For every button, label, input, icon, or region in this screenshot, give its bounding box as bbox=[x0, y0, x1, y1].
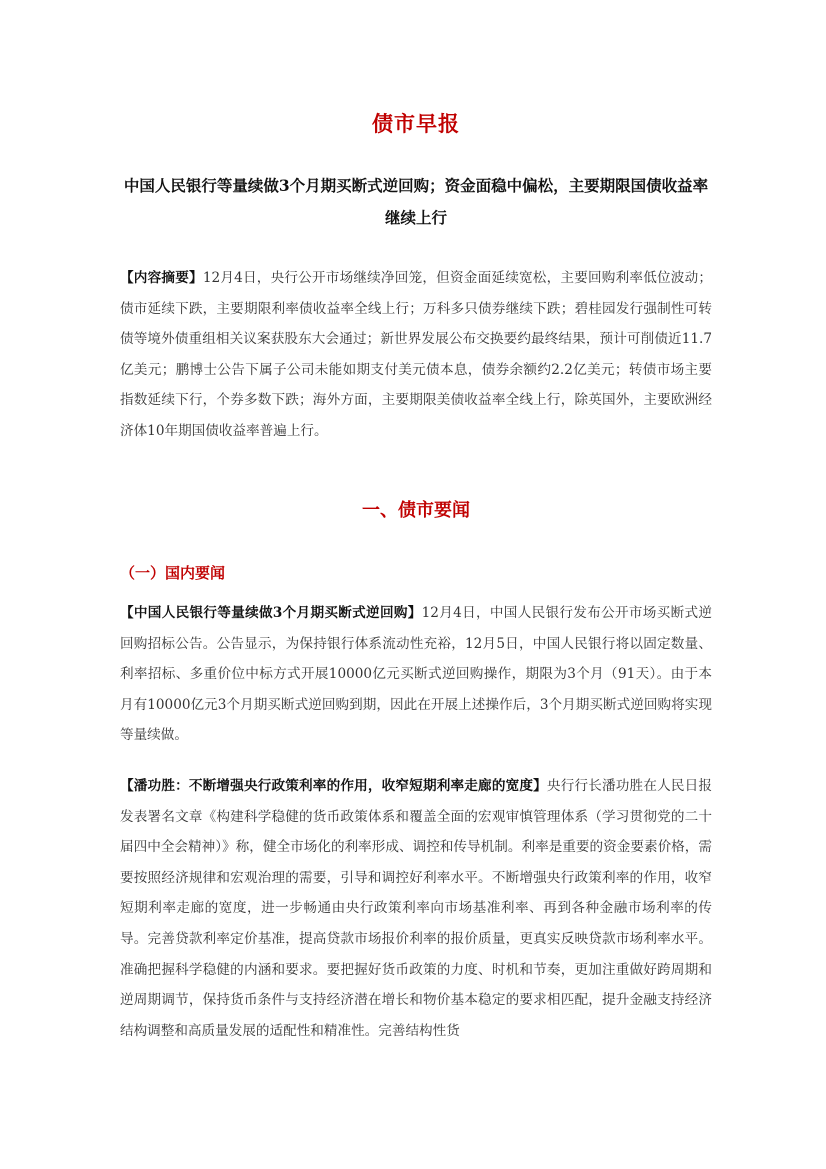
news-item-label: 【潘功胜：不断增强央行政策利率的作用，收窄短期利率走廊的宽度】 bbox=[120, 778, 547, 794]
document-title: 债市早报 bbox=[372, 111, 460, 136]
headline: 中国人民银行等量续做3个月期买断式逆回购；资金面稳中偏松，主要期限国债收益率继续上行 bbox=[123, 176, 709, 227]
news-item bbox=[120, 598, 712, 751]
summary-text: 12月4日，央行公开市场继续净回笼，但资金面延续宽松，主要回购利率低位波动；债市延续下跌，主要期限利率债收益率全线上行；万科多只债券继续下跌；碧桂园发行强制性可转债等境外债重组相关议案获股东大会通过；新世界发展公布交换要约最终结果，预计可削债近11.7亿美元；鹏博士公告下属子公司未能如期支付美元债本息，债券余额约2.2亿美元；转债市场主要指数延续下行，个券多数下跌；海外方面，主要期限美债收益率全线上行，除英国外，主要欧洲经济体10年期国债收益率普遍上行。 bbox=[120, 270, 712, 439]
section-title: 一、债市要闻 bbox=[362, 500, 470, 521]
summary-label: 【内容摘要】 bbox=[120, 270, 203, 286]
subsection-title: （一）国内要闻 bbox=[120, 564, 226, 582]
news-item-label: 【中国人民银行等量续做3个月期买断式逆回购】 bbox=[120, 605, 422, 621]
news-item bbox=[120, 771, 712, 1046]
news-item-text: 12月4日，中国人民银行发布公开市场买断式逆回购招标公告。公告显示，为保持银行体系流动性充裕，12月5日，中国人民银行将以固定数量、利率招标、多重价位中标方式开展10000亿元买断式逆回购操作，期限为3个月（91天）。由于本月有10000亿元3个月期买断式逆回购到期，因此在开展上述操作后，3个月期买断式逆回购将实现等量续做。 bbox=[120, 605, 712, 744]
summary-paragraph bbox=[120, 263, 712, 447]
news-item-text: 央行行长潘功胜在人民日报发表署名文章《构建科学稳健的货币政策体系和覆盖全面的宏观审慎管理体系（学习贯彻党的二十届四中全会精神）》称，健全市场化的利率形成、调控和传导机制。利率是重要的资金要素价格，需要按照经济规律和宏观治理的需要，引导和调控好利率水平。不断增强央行政策利率的作用，收窄短期利率走廊的宽度，进一步畅通由央行政策利率向市场基准利率、再到各种金融市场利率的传导。完善贷款利率定价基准，提高贷款市场报价利率的报价质量，更真实反映贷款市场利率水平。准确把握科学稳健的内涵和要求。要把握好货币政策的力度、时机和节奏，更加注重做好跨周期和逆周期调节，保持货币条件与支持经济潜在增长和物价基本稳定的要求相匹配，提升金融支持经济结构调整和高质量发展的适配性和精准性。完善结构性货 bbox=[120, 778, 713, 1039]
